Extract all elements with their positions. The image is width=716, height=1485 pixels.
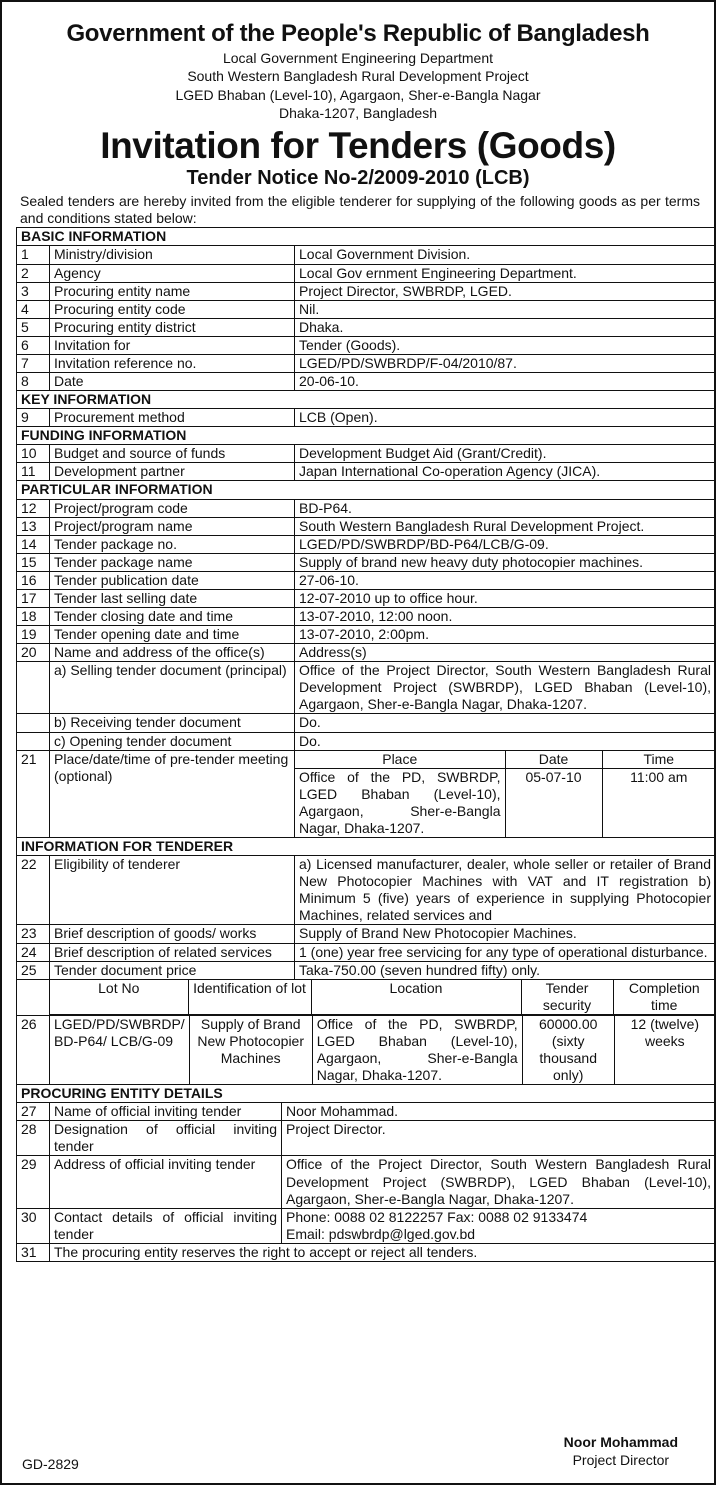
section-row xyxy=(17,838,716,856)
row-label: Procurement method xyxy=(50,409,295,427)
meeting-date: 05-07-10 xyxy=(505,768,602,837)
row-number: 9 xyxy=(17,409,50,427)
row-number: 18 xyxy=(17,608,50,626)
pre-tender-meeting-cell xyxy=(295,750,716,837)
lot-no-header: Lot No xyxy=(50,980,188,1015)
time-header: Time xyxy=(602,751,715,769)
row-number: 16 xyxy=(17,571,50,589)
lot-no: LGED/PD/SWBRDP/ BD-P64/ LCB/G-09 xyxy=(50,1016,189,1084)
project-line: South Western Bangladesh Rural Development Project xyxy=(187,68,529,85)
row-label: Eligibility of tenderer xyxy=(50,856,295,925)
row-number: 26 xyxy=(17,1015,50,1084)
identification-header: Identification of lot xyxy=(188,980,311,1015)
lot-table-row xyxy=(17,979,716,1015)
row-number: 25 xyxy=(17,961,50,979)
table-row xyxy=(17,1243,716,1261)
table-row xyxy=(17,1103,716,1121)
table-row xyxy=(17,246,716,264)
row-label: Tender package no. xyxy=(50,535,295,553)
section-key: KEY INFORMATION xyxy=(17,391,716,409)
lot-identification: Supply of Brand New Photocopier Machines xyxy=(189,1016,312,1084)
row-number: 20 xyxy=(17,644,50,662)
row-value: Supply of Brand New Photocopier Machines. xyxy=(295,925,716,943)
security-header: Tender security xyxy=(521,980,613,1015)
department-line: Local Government Engineering Department xyxy=(222,49,494,66)
signature-block xyxy=(564,1434,678,1469)
location-header: Location xyxy=(311,980,521,1015)
place-header: Place xyxy=(295,751,505,769)
row-number: 3 xyxy=(17,282,50,300)
notice-header xyxy=(2,20,714,189)
section-row xyxy=(17,427,716,445)
table-row xyxy=(17,1156,716,1208)
row-value: Project Director. xyxy=(282,1121,716,1156)
table-row xyxy=(17,318,716,336)
procuring-table xyxy=(16,1103,716,1262)
table-row xyxy=(17,589,716,607)
table-row xyxy=(17,856,716,925)
row-number: 31 xyxy=(17,1243,50,1261)
row-value: South Western Bangladesh Rural Development Project. xyxy=(295,517,716,535)
row-number: 2 xyxy=(17,264,50,282)
row-label: Project/program code xyxy=(50,499,295,517)
row-value: Noor Mohammad. xyxy=(282,1103,716,1121)
row-label: Tender closing date and time xyxy=(50,608,295,626)
pre-tender-meeting-table xyxy=(295,751,715,837)
row-label: Procuring entity name xyxy=(50,282,295,300)
table-row xyxy=(17,750,716,837)
row-label: Place/date/time of pre-tender meeting (optional) xyxy=(50,750,295,837)
row-number: 10 xyxy=(17,445,50,463)
table-row xyxy=(17,300,716,318)
row-number: 14 xyxy=(17,535,50,553)
row-label: Name and address of the office(s) xyxy=(50,644,295,662)
row-number: 4 xyxy=(17,300,50,318)
row-label: Tender document price xyxy=(50,961,295,979)
row-value: 27-06-10. xyxy=(295,571,716,589)
section-procuring: PROCURING ENTITY DETAILS xyxy=(17,1085,716,1103)
contact-details xyxy=(282,1208,716,1243)
row-value: 12-07-2010 up to office hour. xyxy=(295,589,716,607)
section-tenderer: INFORMATION FOR TENDERER xyxy=(17,838,716,856)
row-value: Do. xyxy=(295,714,716,732)
row-value: 20-06-10. xyxy=(295,373,716,391)
row-value: Local Gov ernment Engineering Department. xyxy=(295,264,716,282)
row-value: LGED/PD/SWBRDP/BD-P64/LCB/G-09. xyxy=(295,535,716,553)
row-label: Agency xyxy=(50,264,295,282)
table-row xyxy=(17,282,716,300)
row-value: Office of the Project Director, South Western Bangladesh Rural Development Project (SWBRDP), LGED Bhaban (Level-10), Agargaon, Sher-e-Bangla Nagar, Dhaka-1207. xyxy=(295,662,716,714)
table-row xyxy=(17,571,716,589)
row-label: c) Opening tender document xyxy=(50,732,295,750)
row-number: 1 xyxy=(17,246,50,264)
meeting-time: 11:00 am xyxy=(602,768,715,837)
row-label: Tender publication date xyxy=(50,571,295,589)
meeting-place: Office of the PD, SWBRDP, LGED Bhaban (Level-10), Agargaon, Sher-e-Bangla Nagar, Dhaka-1207. xyxy=(295,768,505,837)
row-number: 6 xyxy=(17,336,50,354)
section-funding: FUNDING INFORMATION xyxy=(17,427,716,445)
row-value: Address(s) xyxy=(295,644,716,662)
signatory-name: Noor Mohammad xyxy=(563,1434,678,1450)
row-label: Procuring entity district xyxy=(50,318,295,336)
section-row xyxy=(17,481,716,499)
row-label: Address of official inviting tender xyxy=(50,1156,282,1208)
row-number: 19 xyxy=(17,626,50,644)
row-number: 5 xyxy=(17,318,50,336)
row-number: 12 xyxy=(17,499,50,517)
row-number: 11 xyxy=(17,463,50,481)
row-label: Contact details of official inviting tender xyxy=(50,1208,282,1243)
row-label: Procuring entity code xyxy=(50,300,295,318)
lot-table-cell xyxy=(50,979,716,1015)
row-label: Ministry/division xyxy=(50,246,295,264)
row-value: Dhaka. xyxy=(295,318,716,336)
table-row xyxy=(17,264,716,282)
lot-data-cell xyxy=(50,1015,716,1084)
row-label: Brief description of goods/ works xyxy=(50,925,295,943)
table-row xyxy=(17,961,716,979)
row-number: 27 xyxy=(17,1103,50,1121)
tender-table xyxy=(16,227,716,1103)
table-row xyxy=(17,1208,716,1243)
row-number: 22 xyxy=(17,856,50,925)
row-number: 28 xyxy=(17,1121,50,1156)
lot-location: Office of the PD, SWBRDP, LGED Bhaban (Level-10), Agargaon, Sher-e-Bangla Nagar, Dhaka-1207. xyxy=(312,1016,522,1084)
phone-fax: Phone: 0088 02 8122257 Fax: 0088 02 9133474 xyxy=(286,1208,588,1225)
lot-table xyxy=(50,980,715,1015)
row-value: a) Licensed manufacturer, dealer, whole seller or retailer of Brand New Photocopier Machines with VAT and IT registration b) Minimum 5 (five) years of experience in supplying Photocopier Machines, related services and xyxy=(295,856,716,925)
email: Email: pdswbrdp@lged.gov.bd xyxy=(286,1225,476,1242)
signatory-designation: Project Director xyxy=(572,1451,670,1468)
row-label: Date xyxy=(50,373,295,391)
row-value: Project Director, SWBRDP, LGED. xyxy=(295,282,716,300)
table-row xyxy=(17,445,716,463)
section-row xyxy=(17,1085,716,1103)
page-title: Invitation for Tenders (Goods) xyxy=(100,124,616,166)
lot-data-table xyxy=(50,1016,715,1084)
table-row xyxy=(17,644,716,662)
row-value: LGED/PD/SWBRDP/F-04/2010/87. xyxy=(295,354,716,372)
table-row xyxy=(17,714,716,732)
row-number: 15 xyxy=(17,553,50,571)
row-label: b) Receiving tender document xyxy=(50,714,295,732)
gd-code: GD-2829 xyxy=(22,1456,79,1472)
table-row xyxy=(17,1121,716,1156)
row-label: Tender package name xyxy=(50,553,295,571)
row-value: Tender (Goods). xyxy=(295,336,716,354)
table-row xyxy=(17,517,716,535)
completion-time: 12 (twelve) weeks xyxy=(614,1016,715,1084)
section-basic: BASIC INFORMATION xyxy=(17,228,716,246)
row-value: LCB (Open). xyxy=(295,409,716,427)
table-row xyxy=(17,662,716,714)
table-row xyxy=(17,925,716,943)
table-row xyxy=(17,943,716,961)
lot-table-row xyxy=(17,1015,716,1084)
row-value: Development Budget Aid (Grant/Credit). xyxy=(295,445,716,463)
row-label: Development partner xyxy=(50,463,295,481)
tender-security: 60000.00 (sixty thousand only) xyxy=(522,1016,614,1084)
table-row xyxy=(17,409,716,427)
row-number: 7 xyxy=(17,354,50,372)
row-value: Do. xyxy=(295,732,716,750)
notice-number: Tender Notice No-2/2009-2010 (LCB) xyxy=(186,167,530,190)
row-number: 8 xyxy=(17,373,50,391)
section-row xyxy=(17,391,716,409)
row-label: Tender last selling date xyxy=(50,589,295,607)
table-row xyxy=(17,354,716,372)
row-label: a) Selling tender document (principal) xyxy=(50,662,295,714)
row-value: Office of the Project Director, South Western Bangladesh Rural Development Project (SWBRDP), LGED Bhaban (Level-10), Agargaon, Sher-e-Bangla Nagar, Dhaka-1207. xyxy=(282,1156,716,1208)
government-heading: Government of the People's Republic of Bangladesh xyxy=(66,20,650,47)
row-value: BD-P64. xyxy=(295,499,716,517)
row-number: 24 xyxy=(17,943,50,961)
row-number: 13 xyxy=(17,517,50,535)
row-label: Project/program name xyxy=(50,517,295,535)
row-value: Nil. xyxy=(295,300,716,318)
row-label: Brief description of related services xyxy=(50,943,295,961)
intro-paragraph: Sealed tenders are hereby invited from the eligible tenderer for supplying of the following goods as per terms and conditions stated below: xyxy=(20,193,700,227)
row-label: Designation of official inviting tender xyxy=(50,1121,282,1156)
row-number: 21 xyxy=(17,750,50,837)
row-value: The procuring entity reserves the right to accept or reject all tenders. xyxy=(50,1243,716,1261)
table-row xyxy=(17,463,716,481)
table-row xyxy=(17,626,716,644)
row-value: Taka-750.00 (seven hundred fifty) only. xyxy=(295,961,716,979)
row-value: 13-07-2010, 12:00 noon. xyxy=(295,608,716,626)
row-number: 17 xyxy=(17,589,50,607)
section-particular: PARTICULAR INFORMATION xyxy=(17,481,716,499)
table-row xyxy=(17,373,716,391)
row-value: 1 (one) year free servicing for any type of operational disturbance. xyxy=(295,943,716,961)
row-label: Invitation reference no. xyxy=(50,354,295,372)
row-value: Japan International Co-operation Agency (JICA). xyxy=(295,463,716,481)
address-line-1: LGED Bhaban (Level-10), Agargaon, Sher-e-Bangla Nagar xyxy=(175,86,541,103)
row-label: Tender opening date and time xyxy=(50,626,295,644)
table-row xyxy=(17,732,716,750)
completion-header: Completion time xyxy=(613,980,715,1015)
table-row xyxy=(17,608,716,626)
row-value: Local Government Division. xyxy=(295,246,716,264)
date-header: Date xyxy=(505,751,602,769)
table-row xyxy=(17,499,716,517)
row-label: Name of official inviting tender xyxy=(50,1103,282,1121)
row-number: 29 xyxy=(17,1156,50,1208)
section-row xyxy=(17,228,716,246)
table-row xyxy=(17,336,716,354)
table-row xyxy=(17,535,716,553)
row-number: 23 xyxy=(17,925,50,943)
table-row xyxy=(17,553,716,571)
address-line-2: Dhaka-1207, Bangladesh xyxy=(278,105,437,122)
row-value: 13-07-2010, 2:00pm. xyxy=(295,626,716,644)
row-label: Invitation for xyxy=(50,336,295,354)
row-label: Budget and source of funds xyxy=(50,445,295,463)
row-number: 30 xyxy=(17,1208,50,1243)
row-value: Supply of brand new heavy duty photocopier machines. xyxy=(295,553,716,571)
